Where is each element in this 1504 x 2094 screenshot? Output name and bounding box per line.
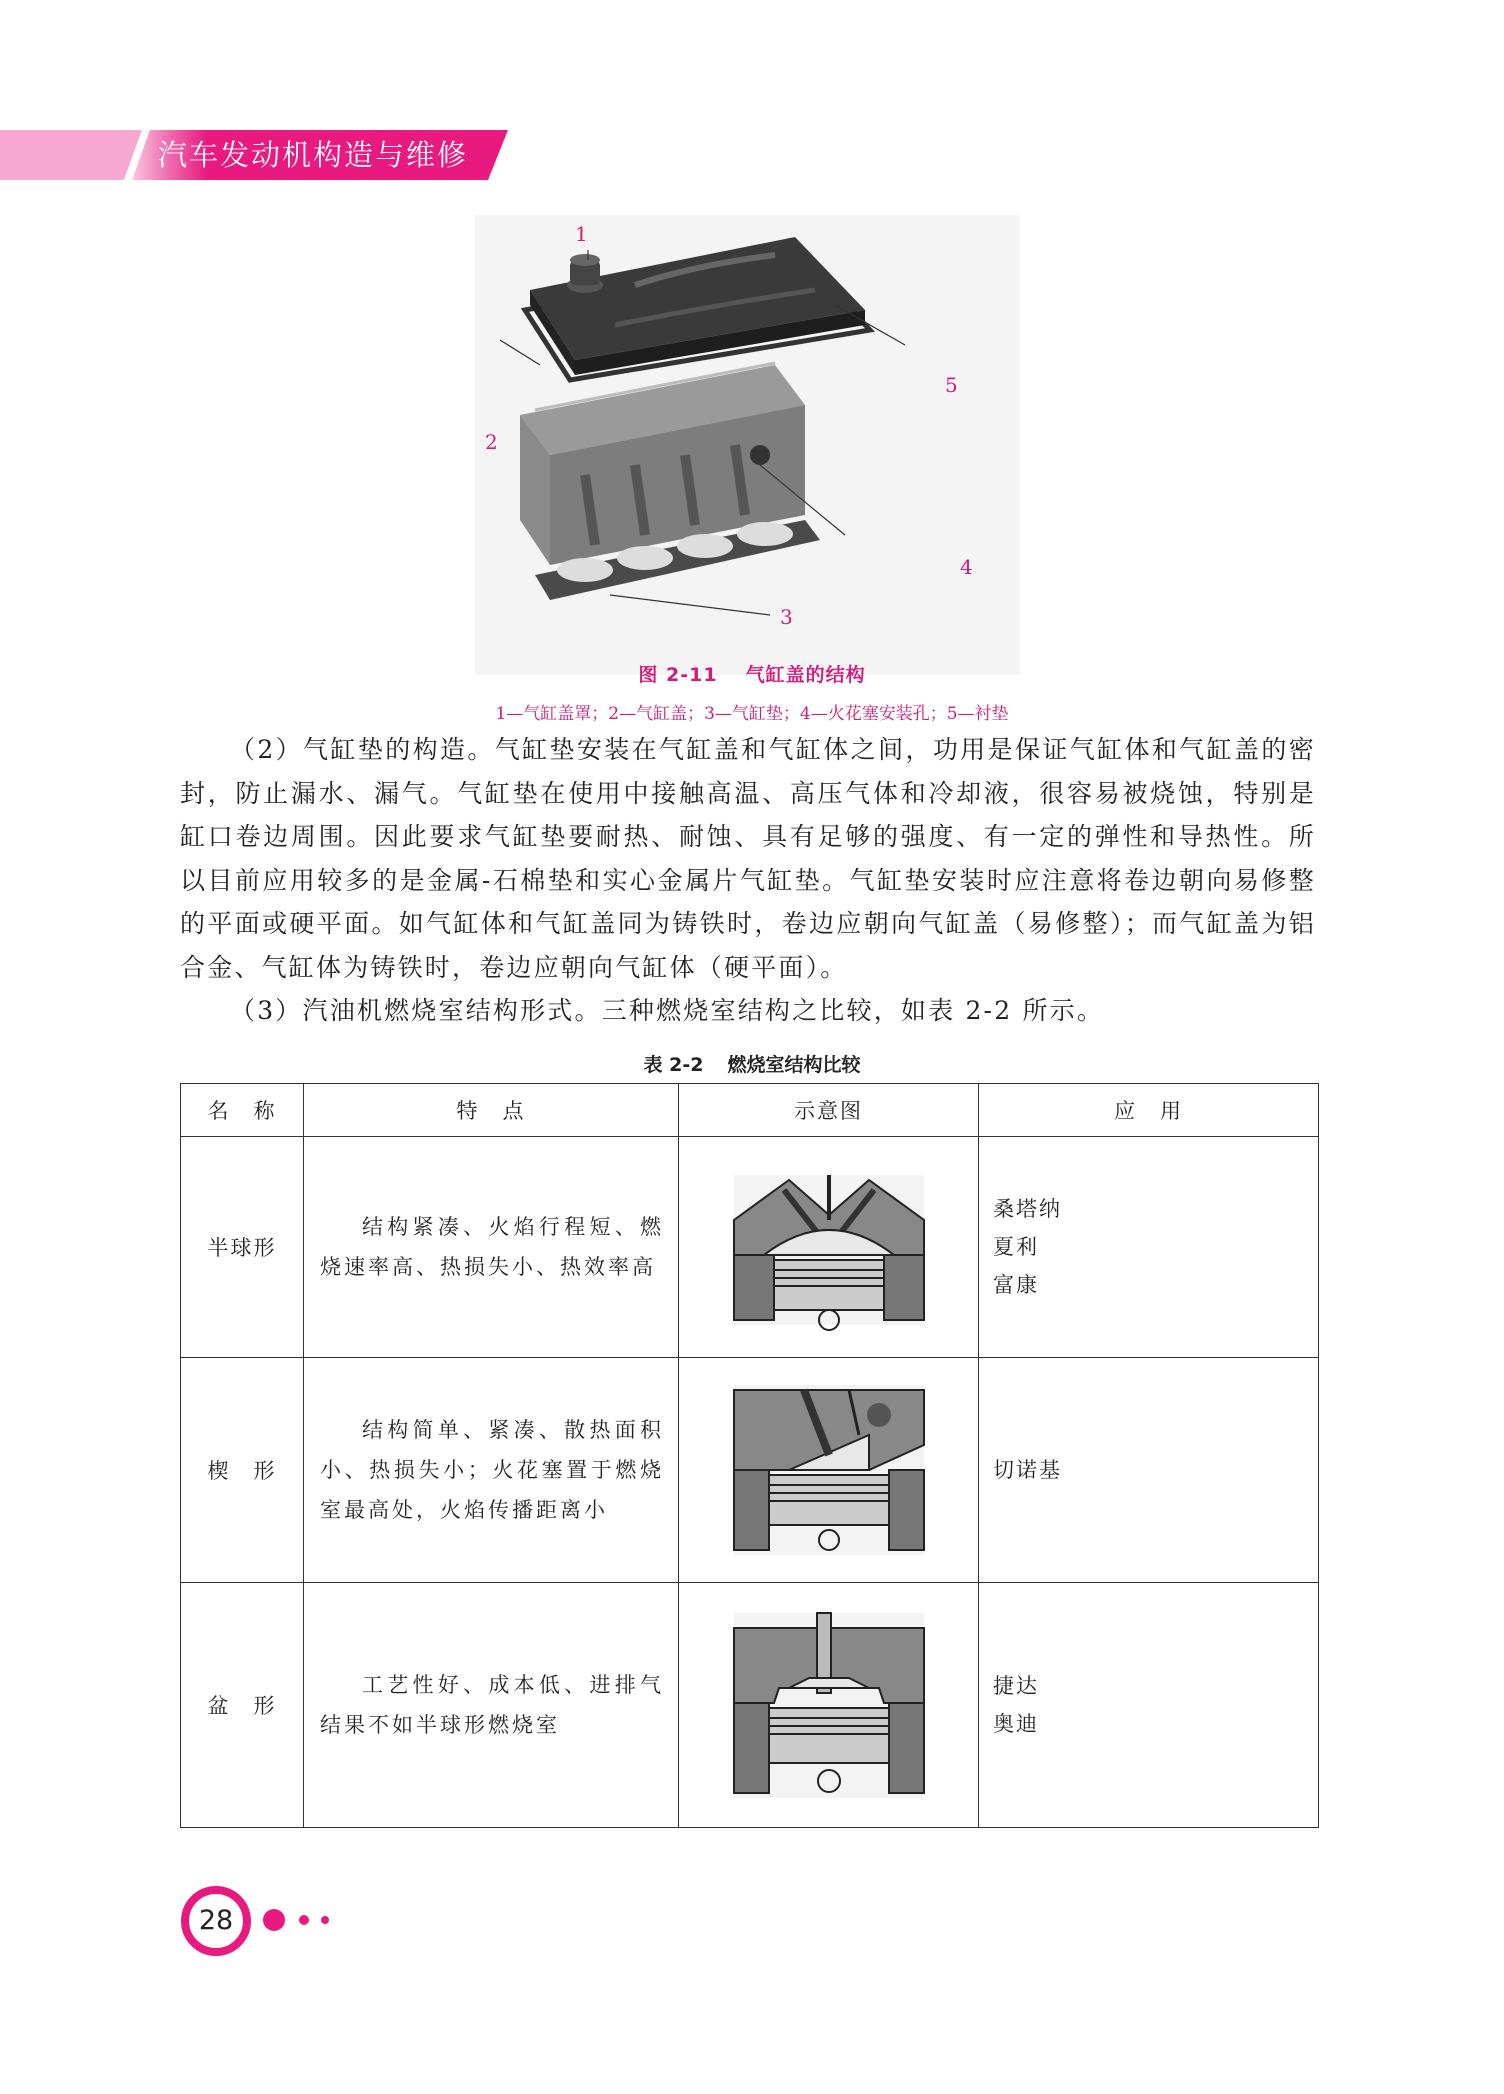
header-diagram: 示意图 bbox=[679, 1084, 979, 1137]
row-application bbox=[979, 1137, 1319, 1358]
row-application bbox=[979, 1358, 1319, 1583]
row-name: 半球形 bbox=[181, 1137, 304, 1358]
row-feature bbox=[304, 1137, 679, 1358]
hemispherical-chamber-diagram bbox=[729, 1160, 929, 1335]
paragraph-combustion: （3）汽油机燃烧室结构形式。三种燃烧室结构之比较，如表 2-2 所示。 bbox=[230, 996, 1105, 1025]
application-item: 夏利 bbox=[993, 1235, 1039, 1259]
table-caption bbox=[0, 1050, 1504, 1077]
cylinder-head-figure bbox=[475, 215, 1020, 675]
wedge-chamber-diagram bbox=[729, 1375, 929, 1565]
row-feature-text: 工艺性好、成本低、进排气结果不如半球形燃烧室 bbox=[320, 1673, 664, 1737]
row-feature bbox=[304, 1358, 679, 1583]
page-dots-decoration bbox=[260, 1905, 340, 1935]
header-application: 应 用 bbox=[979, 1084, 1319, 1137]
header-name: 名 称 bbox=[181, 1084, 304, 1137]
row-application bbox=[979, 1583, 1319, 1828]
header-bar-shape bbox=[0, 130, 142, 180]
body-text bbox=[180, 728, 1316, 1033]
application-item: 奥迪 bbox=[993, 1712, 1039, 1736]
row-feature-text: 结构紧凑、火焰行程短、燃烧速率高、热损失小、热效率高 bbox=[320, 1215, 664, 1279]
application-item: 捷达 bbox=[993, 1674, 1039, 1698]
combustion-chamber-table bbox=[180, 1083, 1319, 1828]
table-number: 表 2-2 bbox=[643, 1054, 704, 1076]
callout-5: 5 bbox=[945, 373, 958, 397]
callout-2: 2 bbox=[485, 430, 498, 454]
application-item: 切诺基 bbox=[993, 1458, 1062, 1482]
figure-title: 气缸盖的结构 bbox=[745, 664, 866, 686]
row-name: 楔 形 bbox=[181, 1358, 304, 1583]
callout-4: 4 bbox=[960, 555, 973, 579]
figure-caption bbox=[0, 660, 1504, 687]
paragraph-gasket: （2）气缸垫的构造。气缸垫安装在气缸盖和气缸体之间，功用是保证气缸体和气缸盖的密封，防止漏水、漏气。气缸垫在使用中接触高温、高压气体和冷却液，很容易被烧蚀，特别是缸口卷边周围。因此要求气缸垫要耐热、耐蚀、具有足够的强度、有一定的弹性和导热性。所以目前应用较多的是金属-石棉垫和实心金属片气缸垫。气缸垫安装时应注意将卷边朝向易修整的平面或硬平面。如气缸体和气缸盖同为铸铁时，卷边应朝向气缸盖（易修整）；而气缸盖为铝合金、气缸体为铸铁时，卷边应朝向气缸体（硬平面）。 bbox=[180, 735, 1316, 982]
header-title: 汽车发动机构造与维修 bbox=[158, 138, 469, 172]
figure-legend: 1—气缸盖罩；2—气缸盖；3—气缸垫；4—火花塞安装孔；5—衬垫 bbox=[495, 704, 1009, 724]
application-item: 桑塔纳 bbox=[993, 1197, 1062, 1221]
table-row bbox=[181, 1358, 1319, 1583]
row-name: 盆 形 bbox=[181, 1583, 304, 1828]
table-header-row bbox=[181, 1084, 1319, 1137]
row-feature-text: 结构简单、紧凑、散热面积小、热损失小；火花塞置于燃烧室最高处，火焰传播距离小 bbox=[320, 1418, 664, 1522]
callout-3: 3 bbox=[780, 605, 793, 629]
row-diagram bbox=[679, 1137, 979, 1358]
bathtub-chamber-diagram bbox=[729, 1603, 929, 1808]
table-row bbox=[181, 1583, 1319, 1828]
row-diagram bbox=[679, 1583, 979, 1828]
callout-1: 1 bbox=[575, 222, 588, 246]
header-feature: 特 点 bbox=[304, 1084, 679, 1137]
figure-number: 图 2-11 bbox=[638, 664, 718, 686]
table-title: 燃烧室结构比较 bbox=[727, 1054, 861, 1076]
row-feature bbox=[304, 1583, 679, 1828]
row-diagram bbox=[679, 1358, 979, 1583]
application-item: 富康 bbox=[993, 1273, 1039, 1297]
table-row bbox=[181, 1137, 1319, 1358]
page-number: 28 bbox=[198, 1905, 234, 1936]
page-number-badge bbox=[180, 1885, 252, 1957]
